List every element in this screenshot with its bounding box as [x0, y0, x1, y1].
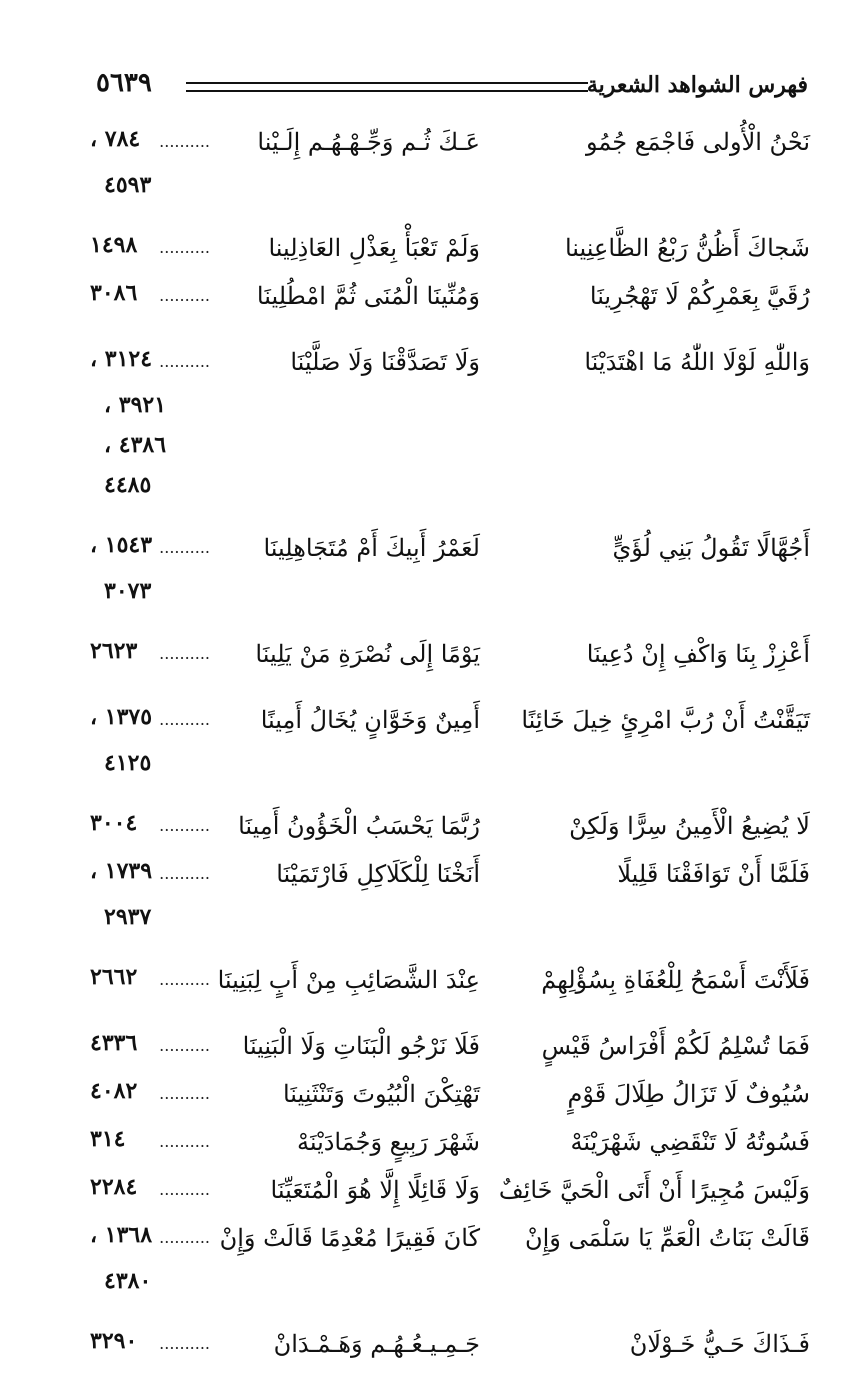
reference-number: ٤٥٩٣ — [104, 172, 152, 198]
verse-line — [90, 528, 810, 576]
verse-line — [90, 854, 810, 902]
reference-number: ٤٤٨٥ — [104, 472, 152, 498]
continued-reference-line — [90, 470, 810, 510]
verse-entry — [90, 634, 810, 700]
second-hemistich: أَنَخْنَا لِلْكَلَاكِلِ فَارْتَمَيْنَا — [276, 860, 480, 888]
leader-dots: .......... — [159, 1084, 210, 1103]
second-hemistich: شَهْرَ رَبِيعٍ وَجُمَادَيْنَهْ — [296, 1128, 480, 1156]
first-hemistich: شَجاكَ أَظُنُّ رَبْعُ الظَّاعِنِينا — [564, 234, 810, 262]
first-hemistich: فَلَأَنْتَ أَسْمَحُ لِلْعُفَاةِ بِسُؤْلِهِمْ — [541, 966, 810, 994]
leader-dots: .......... — [159, 1036, 210, 1055]
reference-number: ٢٩٣٧ — [104, 904, 152, 930]
reference-number: ٤٣٨٠ — [104, 1268, 152, 1294]
second-hemistich: كَانَ فَقِيرًا مُعْدِمًا قَالَتْ وَإِنْ — [219, 1224, 480, 1252]
reference-number: ١٣٧٥ ، — [90, 704, 153, 730]
first-hemistich: أَجُهَّالًا تَقُولُ بَنِي لُؤَيٍّ — [612, 534, 810, 562]
header-rule — [186, 82, 588, 92]
first-hemistich: أَعْزِزْ بِنَا وَاكْفِ إِنْ دُعِينَا — [586, 640, 810, 668]
first-hemistich: فَسُوتُهُ لَا تَنْقَضِي شَهْرَيْنَهْ — [570, 1128, 810, 1156]
entry-gap — [90, 1306, 810, 1324]
leader-dots: .......... — [159, 238, 210, 257]
reference-number: ٢٢٨٤ — [90, 1174, 138, 1200]
first-hemistich: رُقَيَّ بِعَمْرِكُمْ لَا تَهْجُرِينَا — [589, 282, 810, 310]
reference-number: ٣١٤ — [90, 1126, 126, 1152]
second-hemistich: رُبَّمَا يَحْسَبُ الْخَؤُونُ أَمِينَا — [238, 812, 480, 840]
verse-line — [90, 1170, 810, 1218]
verse-index — [90, 122, 810, 1390]
second-hemistich: وَلَمْ تَعْبَأْ بِعَذْلِ العَاذِلِينا — [268, 234, 480, 262]
entry-gap — [90, 788, 810, 806]
leader-dots: .......... — [159, 644, 210, 663]
reference-number: ١٧٣٩ ، — [90, 858, 153, 884]
verse-entry — [90, 528, 810, 634]
verse-entry — [90, 960, 810, 1026]
second-hemistich: وَلَا تَصَدَّقْنَا وَلَا صَلَّيْنَا — [290, 348, 480, 376]
verse-line — [90, 1218, 810, 1266]
reference-number: ٣٠٠٤ — [90, 810, 138, 836]
first-hemistich: لَا يُضِيعُ الْأَمِينُ سِرًّا وَلَكِنْ — [569, 812, 810, 840]
leader-dots: .......... — [159, 538, 210, 557]
verse-entry — [90, 1074, 810, 1122]
continued-reference-line — [90, 430, 810, 470]
entry-gap — [90, 1008, 810, 1026]
first-hemistich: وَلَيْسَ مُجِيرًا أَنْ أَتَى الْحَيَّ خَائِفٌ — [498, 1176, 810, 1204]
second-hemistich: عِنْدَ الشَّصَائِبِ مِنْ أَبٍ لِبَنِينَا — [217, 966, 480, 994]
continued-reference-line — [90, 170, 810, 210]
verse-entry — [90, 1218, 810, 1324]
verse-entry — [90, 122, 810, 228]
verse-line — [90, 122, 810, 170]
verse-entry — [90, 1122, 810, 1170]
reference-number: ١٤٩٨ — [90, 232, 138, 258]
first-hemistich: قَالَتْ بَنَاتُ الْعَمِّ يَا سَلْمَى وَإِنْ — [525, 1224, 810, 1252]
reference-number: ٣١٢٤ ، — [90, 346, 153, 372]
continued-reference-line — [90, 748, 810, 788]
leader-dots: .......... — [159, 1180, 210, 1199]
reference-number: ٤١٢٥ — [104, 750, 152, 776]
second-hemistich: أَمِينٌ وَخَوَّانٍ يُخَالُ أَمِينًا — [260, 706, 480, 734]
verse-line — [90, 1122, 810, 1170]
verse-line — [90, 228, 810, 276]
continued-reference-line — [90, 390, 810, 430]
verse-line — [90, 276, 810, 324]
first-hemistich: نَحْنُ الْأُولى فَاجْمَع جُمُو — [586, 128, 810, 156]
page-header — [96, 68, 808, 104]
leader-dots: .......... — [159, 286, 210, 305]
verse-entry — [90, 1026, 810, 1074]
first-hemistich: سُيُوفٌ لَا تَزَالُ طِلَالَ قَوْمٍ — [567, 1080, 810, 1108]
continued-reference-line — [90, 1266, 810, 1306]
reference-number: ٢٦٢٣ — [90, 638, 138, 664]
verse-line — [90, 806, 810, 854]
reference-number: ١٥٤٣ ، — [90, 532, 153, 558]
leader-dots: .......... — [159, 1228, 210, 1247]
leader-dots: .......... — [159, 710, 210, 729]
verse-line — [90, 634, 810, 682]
entry-gap — [90, 324, 810, 342]
continued-reference-line — [90, 576, 810, 616]
verse-line — [90, 342, 810, 390]
second-hemistich: وَلَا قَائِلًا إِلَّا هُوَ الْمُتَعَيِّنَا — [270, 1176, 480, 1204]
entry-gap — [90, 510, 810, 528]
second-hemistich: يَوْمًا إِلَى نُصْرَةِ مَنْ يَلِينَا — [255, 640, 480, 668]
second-hemistich: لَعَمْرُ أَبِيكَ أَمْ مُتَجَاهِلِينَا — [263, 534, 480, 562]
first-hemistich: فَـذَاكَ حَـيُّ خَـوْلَانْ — [629, 1330, 810, 1358]
leader-dots: .......... — [159, 1132, 210, 1151]
reference-number: ٤٣٨٦ ، — [104, 432, 167, 458]
verse-line — [90, 1324, 810, 1372]
reference-number: ٣٠٨٦ — [90, 280, 138, 306]
continued-reference-line — [90, 902, 810, 942]
first-hemistich: وَاللّٰهِ لَوْلَا اللّٰهُ مَا اهْتَدَيْنَا — [584, 348, 810, 376]
verse-entry — [90, 228, 810, 276]
first-hemistich: فَلَمَّا أَنْ تَوَافَقْنَا قَلِيلًا — [617, 860, 810, 888]
verse-entry — [90, 342, 810, 528]
reference-number: ٣٠٧٣ — [104, 578, 152, 604]
page-number: ٥٦٣٩ — [96, 68, 152, 98]
leader-dots: .......... — [159, 132, 210, 151]
entry-gap — [90, 682, 810, 700]
entry-gap — [90, 210, 810, 228]
reference-number: ٧٨٤ ، — [90, 126, 141, 152]
header-title: فهرس الشواهد الشعرية — [586, 72, 808, 98]
verse-entry — [90, 276, 810, 342]
reference-number: ١٣٦٨ ، — [90, 1222, 153, 1248]
second-hemistich: وَمُنِّينَا الْمُنَى ثُمَّ امْطُلِينَا — [256, 282, 480, 310]
leader-dots: .......... — [159, 352, 210, 371]
second-hemistich: جَـمِـيـعُـهُـم وَهَـمْـدَانْ — [273, 1330, 480, 1358]
entry-gap — [90, 616, 810, 634]
leader-dots: .......... — [159, 970, 210, 989]
first-hemistich: فَمَا تُسْلِمُ لَكُمْ أَفْرَاسُ قَيْسٍ — [541, 1032, 810, 1060]
second-hemistich: فَلَا نَرْجُو الْبَنَاتِ وَلَا الْبَنِينَا — [242, 1032, 480, 1060]
reference-number: ٣٢٩٠ — [90, 1328, 138, 1354]
reference-number: ٢٦٦٢ — [90, 964, 138, 990]
entry-gap — [90, 1372, 810, 1390]
reference-number: ٤٠٨٢ — [90, 1078, 138, 1104]
leader-dots: .......... — [159, 864, 210, 883]
verse-line — [90, 700, 810, 748]
verse-entry — [90, 1324, 810, 1390]
reference-number: ٤٣٣٦ — [90, 1030, 138, 1056]
first-hemistich: تَيَقَّنْتُ أَنْ رُبَّ امْرِئٍ خِيلَ خَائِنًا — [521, 706, 810, 734]
verse-entry — [90, 1170, 810, 1218]
verse-entry — [90, 854, 810, 960]
second-hemistich: عَـكَ ثُـم وَجِّـهْـهُـم إِلَـيْنا — [257, 128, 480, 156]
leader-dots: .......... — [159, 816, 210, 835]
entry-gap — [90, 942, 810, 960]
leader-dots: .......... — [159, 1334, 210, 1353]
verse-entry — [90, 700, 810, 806]
verse-line — [90, 960, 810, 1008]
verse-line — [90, 1026, 810, 1074]
verse-entry — [90, 806, 810, 854]
second-hemistich: تَهْتِكْنَ الْبُيُوتَ وَتَنْثَنِينَا — [282, 1080, 480, 1108]
verse-line — [90, 1074, 810, 1122]
reference-number: ٣٩٢١ ، — [104, 392, 167, 418]
